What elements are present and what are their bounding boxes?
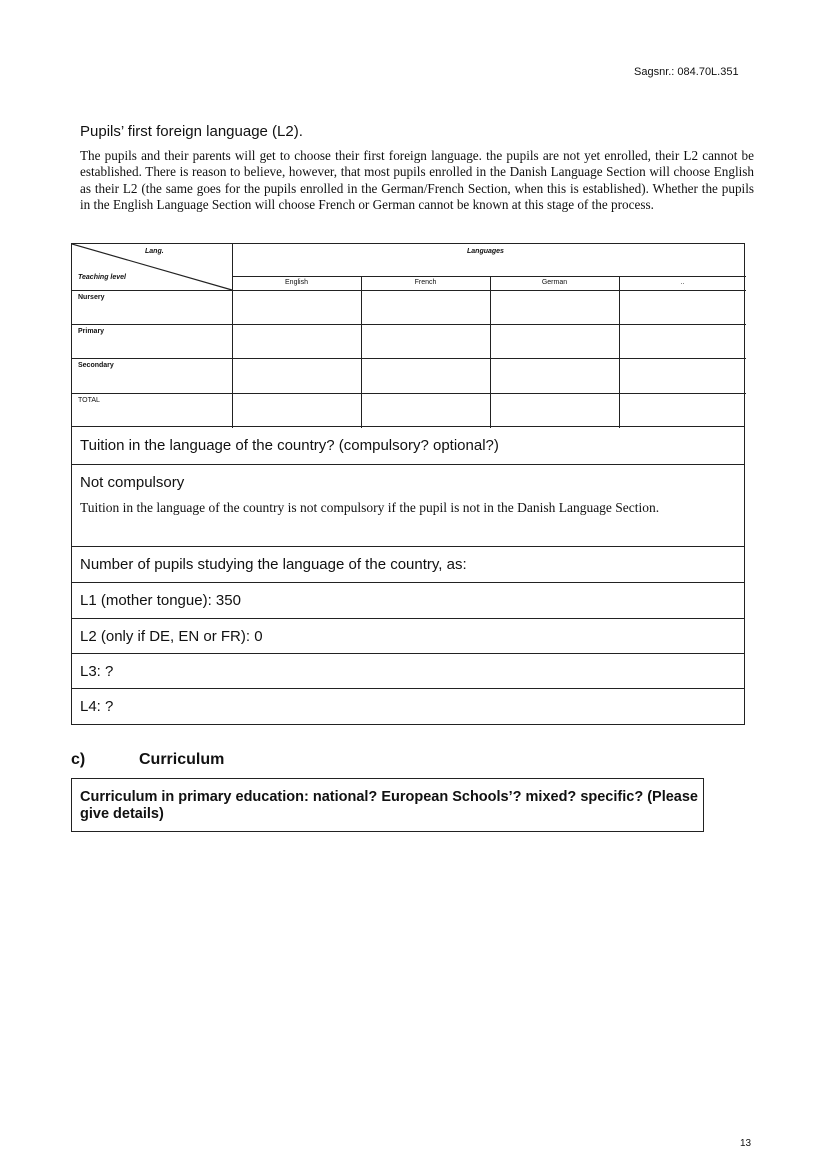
- corner-teaching-level-label: Teaching level: [78, 274, 126, 281]
- divider: [72, 290, 746, 291]
- column-german: German: [541, 279, 568, 286]
- row-primary: Primary: [78, 328, 105, 335]
- curriculum-letter: c): [71, 751, 86, 768]
- column-french: French: [414, 279, 437, 286]
- curriculum-title: Curriculum: [139, 751, 225, 768]
- l1-box: [71, 583, 745, 619]
- divider: [72, 393, 746, 394]
- pupils-count-title: Number of pupils studying the language of the country, as:: [80, 556, 467, 573]
- divider: [232, 244, 233, 428]
- divider: [72, 358, 746, 359]
- curriculum-question-box: [71, 778, 704, 832]
- divider: [72, 324, 746, 325]
- case-number: Sagsnr.: 084.70L.351: [634, 66, 739, 78]
- tuition-question: Tuition in the language of the country? (compulsory? optional?): [80, 437, 499, 454]
- column-english: English: [285, 279, 308, 286]
- l3-box: [71, 654, 745, 689]
- section-heading: Pupils’ first foreign language (L2).: [80, 123, 303, 140]
- tuition-question-box: [71, 427, 745, 465]
- l3-value: L3: ?: [80, 663, 114, 680]
- section-paragraph: The pupils and their parents will get to choose their first foreign language. the pupils are not yet enrolled, their L2 cannot be established. There is reason to believe, however, that most pupils enrolled in the Danish Language Section will choose English as their L2 (the same goes for the pupils enrolled in the German/French Section, when this is established). Whether the pupils in the English Language Section will choose French or German cannot be known at this stage of the process.: [80, 148, 754, 213]
- l2-value: L2 (only if DE, EN or FR): 0: [80, 628, 263, 645]
- l2-box: [71, 619, 745, 654]
- row-secondary: Secondary: [78, 362, 114, 369]
- l4-value: L4: ?: [80, 698, 114, 715]
- divider: [619, 276, 620, 428]
- languages-header: Languages: [467, 248, 504, 255]
- l4-box: [71, 689, 745, 725]
- divider: [490, 276, 491, 428]
- row-total: TOTAL: [78, 397, 100, 404]
- row-nursery: Nursery: [78, 294, 105, 301]
- corner-lang-label: Lang.: [145, 248, 164, 255]
- tuition-answer-title: Not compulsory: [80, 474, 185, 491]
- pupils-count-title-box: [71, 547, 745, 583]
- column-other: ..: [680, 279, 685, 286]
- language-table: [71, 243, 745, 427]
- tuition-answer-text: Tuition in the language of the country is not compulsory if the pupil is not in the Danish Language Section.: [80, 500, 660, 515]
- l1-value: L1 (mother tongue): 350: [80, 592, 241, 609]
- tuition-answer-box: [71, 465, 745, 547]
- divider: [232, 276, 746, 277]
- divider: [361, 276, 362, 428]
- page-number: 13: [740, 1138, 752, 1149]
- curriculum-question: Curriculum in primary education: national? European Schools’? mixed? specific? (Please give details): [80, 789, 698, 822]
